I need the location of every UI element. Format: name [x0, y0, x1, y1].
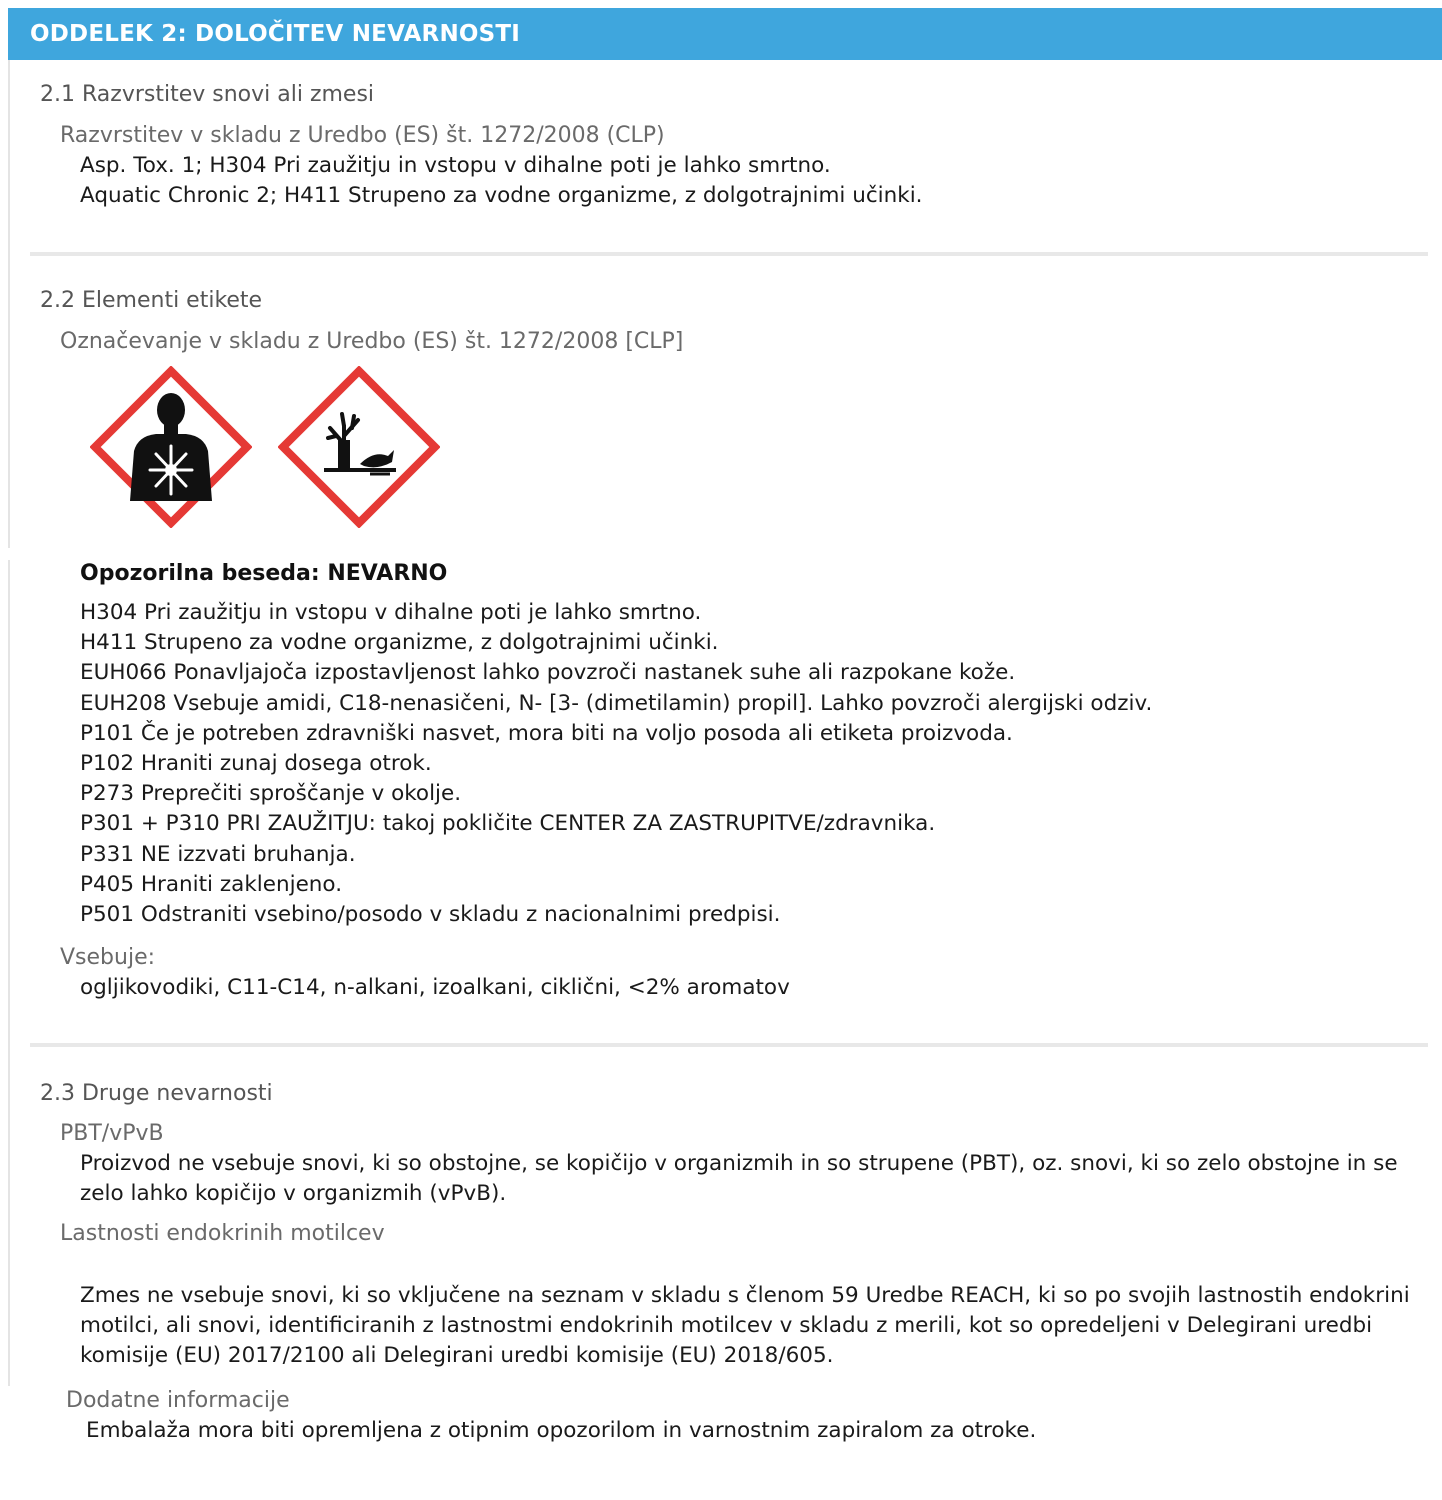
- statement-line: EUH066 Ponavljajoča izpostavljenost lahko povzroči nastanek suhe ali razpokane kože.: [80, 660, 1016, 686]
- classification-line: Aquatic Chronic 2; H411 Strupeno za vodne organizme, z dolgotrajnimi učinki.: [80, 183, 923, 208]
- additional-info-label: Dodatne informacije: [66, 1388, 290, 1413]
- statement-line: H411 Strupeno za vodne organizme, z dolgotrajnimi učinki.: [80, 630, 719, 656]
- statement-line: P273 Preprečiti sproščanje v okolje.: [80, 781, 462, 807]
- signal-word: Opozorilna beseda: NEVARNO: [80, 561, 448, 586]
- left-rule: [8, 60, 10, 548]
- statement-line: P101 Če je potreben zdravniški nasvet, mora biti na voljo posoda ali etiketa proizvoda.: [80, 720, 1013, 746]
- statement-line: P102 Hraniti zunaj dosega otrok.: [80, 751, 432, 777]
- endocrine-text: Zmes ne vsebuje snovi, ki so vključene na seznam v skladu s členom 59 Uredbe REACH, ki so po svojih lastnostih endokrini motilci, ali snovi, identificiranih z lastnostmi endokrinih motilcev v skladu z merili, kot so opredeljeni v Delegirani uredbi komisije (EU) 2017/2100 ali Delegirani uredbi komisije (EU) 2018/605.: [80, 1283, 1410, 1368]
- endocrine-label: Lastnosti endokrinih motilcev: [60, 1221, 385, 1246]
- statement-line: P405 Hraniti zaklenjeno.: [80, 871, 343, 897]
- environment-hazard-icon: [278, 366, 440, 528]
- section-2-3-title: 2.3 Druge nevarnosti: [40, 1081, 273, 1106]
- section-header: ODDELEK 2: DOLOČITEV NEVARNOSTI: [8, 8, 1442, 60]
- statement-line: EUH208 Vsebuje amidi, C18-nenasičeni, N- [3- (dimetilamin) propil]. Lahko povzroči alergijski odziv.: [80, 690, 1153, 716]
- statement-line: P301 + P310 PRI ZAUŽITJU: takoj pokličite CENTER ZA ZASTRUPITVE/zdravnika.: [80, 811, 936, 837]
- statement-line: P501 Odstraniti vsebino/posodo v skladu z nacionalnimi predpisi.: [80, 902, 781, 928]
- section-2-1-title: 2.1 Razvrstitev snovi ali zmesi: [40, 82, 375, 107]
- additional-info-text: Embalaža mora biti opremljena z otipnim opozorilom in varnostnim zapiralom za otroke.: [86, 1418, 1037, 1443]
- contains-label: Vsebuje:: [60, 945, 156, 970]
- section-2-2-title: 2.2 Elementi etikete: [40, 288, 263, 313]
- health-hazard-icon: [90, 366, 252, 528]
- hazard-statements: [80, 598, 1152, 930]
- pbt-label: PBT/vPvB: [60, 1121, 164, 1146]
- section-divider: [30, 1043, 1428, 1047]
- classification-line: Asp. Tox. 1; H304 Pri zaužitju in vstopu v dihalne poti je lahko smrtno.: [80, 153, 831, 178]
- classification-subtitle: Razvrstitev v skladu z Uredbo (ES) št. 1272/2008 (CLP): [60, 123, 665, 148]
- pbt-text: Proizvod ne vsebuje snovi, ki so obstojne, se kopičijo v organizmih in so strupene (PBT), oz. snovi, ki so zelo obstojne in se zelo lahko kopičijo v organizmih (vPvB).: [80, 1151, 1398, 1206]
- statement-line: P331 NE izzvati bruhanja.: [80, 841, 356, 867]
- section-divider: [30, 252, 1428, 256]
- statement-line: H304 Pri zaužitju in vstopu v dihalne poti je lahko smrtno.: [80, 600, 702, 625]
- contains-value: ogljikovodiki, C11-C14, n-alkani, izoalkani, ciklični, <2% aromatov: [80, 975, 790, 1000]
- left-rule: [8, 560, 10, 1386]
- labelling-subtitle: Označevanje v skladu z Uredbo (ES) št. 1272/2008 [CLP]: [60, 329, 684, 354]
